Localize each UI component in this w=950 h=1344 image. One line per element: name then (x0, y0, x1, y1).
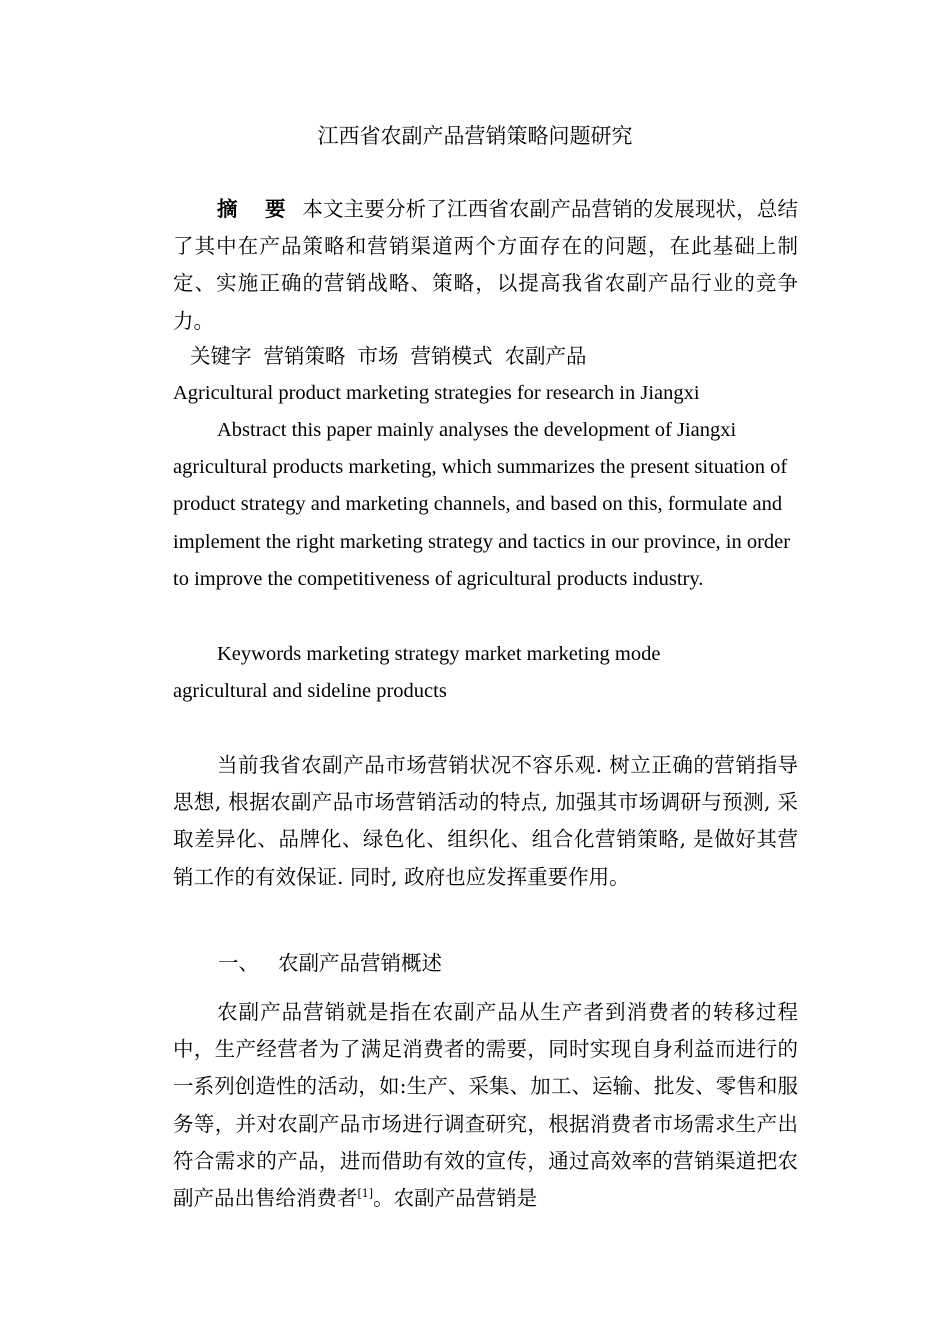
section-body-tail: 。农副产品营销是 (373, 1186, 538, 1211)
abstract-label: 摘 要 (217, 197, 296, 221)
intro-paragraph: 当前我省农副产品市场营销状况不容乐观. 树立正确的营销指导思想, 根据农副产品市场营销活动的特点, 加强其市场调研与预测, 采取差异化、品牌化、绿色化、组织化、组合化营销策略, 是做好其营销工作的有效保证. 同时, 政府也应发挥重要作用。 (173, 753, 798, 889)
keywords-cn-label: 关键字 (190, 344, 252, 368)
paper-title: 江西省农副产品营销策略问题研究 (317, 124, 633, 148)
keyword-item: 营销策略 (263, 344, 346, 368)
keywords-en: Keywords marketing strategy market marketing mode agricultural and sideline products (173, 643, 661, 703)
section-heading (218, 945, 442, 982)
title-en: Agricultural product marketing strategies for research in Jiangxi (173, 382, 700, 404)
section-body (173, 994, 798, 1217)
abstract-cn (173, 191, 798, 340)
section-title: 农副产品营销概述 (278, 951, 442, 975)
keyword-item: 农副产品 (504, 344, 587, 368)
section-number: 一、 (218, 951, 259, 975)
keywords-cn (190, 338, 599, 375)
section-body-text: 农副产品营销就是指在农副产品从生产者到消费者的转移过程中，生产经营者为了满足消费者的需要，同时实现自身利益而进行的一系列创造性的活动，如:生产、采集、加工、运输、批发、零售和服务等，并对农副产品市场进行调查研究，根据消费者市场需求生产出符合需求的产品，进而借助有效的宣传，通过高效率的营销渠道把农副产品出售给消费者 (173, 1000, 798, 1211)
abstract-cn-text: 本文主要分析了江西省农副产品营销的发展现状，总结了其中在产品策略和营销渠道两个方面存在的问题，在此基础上制定、实施正确的营销战略、策略，以提高我省农副产品行业的竞争力。 (173, 197, 798, 333)
abstract-en: Abstract this paper mainly analyses the development of Jiangxi agricultural products marketing, which summarizes the present situation of product strategy and marketing channels, and based on this, formulate and implement the right marketing strategy and tactics in our province, in order to improve the competitiveness of agricultural products industry. (173, 419, 791, 590)
keyword-item: 市场 (357, 344, 399, 368)
citation-ref: [1] (357, 1187, 374, 1201)
keyword-item: 营销模式 (410, 344, 493, 368)
